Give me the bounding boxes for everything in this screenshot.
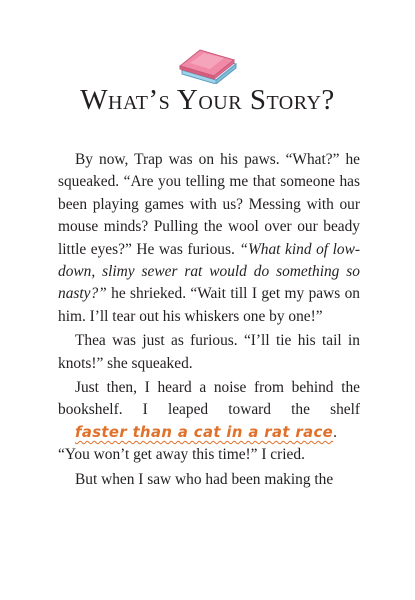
- paragraph-4: But when I saw who had been making the: [75, 470, 334, 488]
- chapter-body: [58, 149, 360, 491]
- paragraph-1: [58, 149, 360, 328]
- paragraph-3-text: Just then, I heard a noise from behind the bookshelf. I leaped toward the shelf: [58, 379, 360, 419]
- paragraph-2: Thea was just as furious. “I’ll tie his tail in knots!” she squeaked.: [58, 332, 360, 372]
- decorative-phrase: faster than a cat in a rat race: [75, 423, 334, 441]
- paragraph-3-period: .: [333, 423, 337, 441]
- book-icon: [176, 40, 240, 84]
- paragraph-1-text-end: he shrieked. “Wait till I get my paws on him. I’ll tear out his whiskers one by one!”: [58, 285, 360, 325]
- chapter-title: What’s Your Story?: [80, 84, 335, 116]
- paragraph-1-text: By now, Trap was on his paws. “What?” he squeaked. “Are you telling me that someone has been playing games with us? Messing with our mouse minds? Pulling the wool over our beady little eyes?” He was furious.: [58, 151, 360, 258]
- paragraph-3: [58, 377, 360, 467]
- paragraph-3-continuation: “You won’t get away this time!” I cried.: [58, 446, 305, 464]
- italic-quote: “What kind of low-down, slimy sewer rat would do something so nasty?”: [58, 240, 360, 303]
